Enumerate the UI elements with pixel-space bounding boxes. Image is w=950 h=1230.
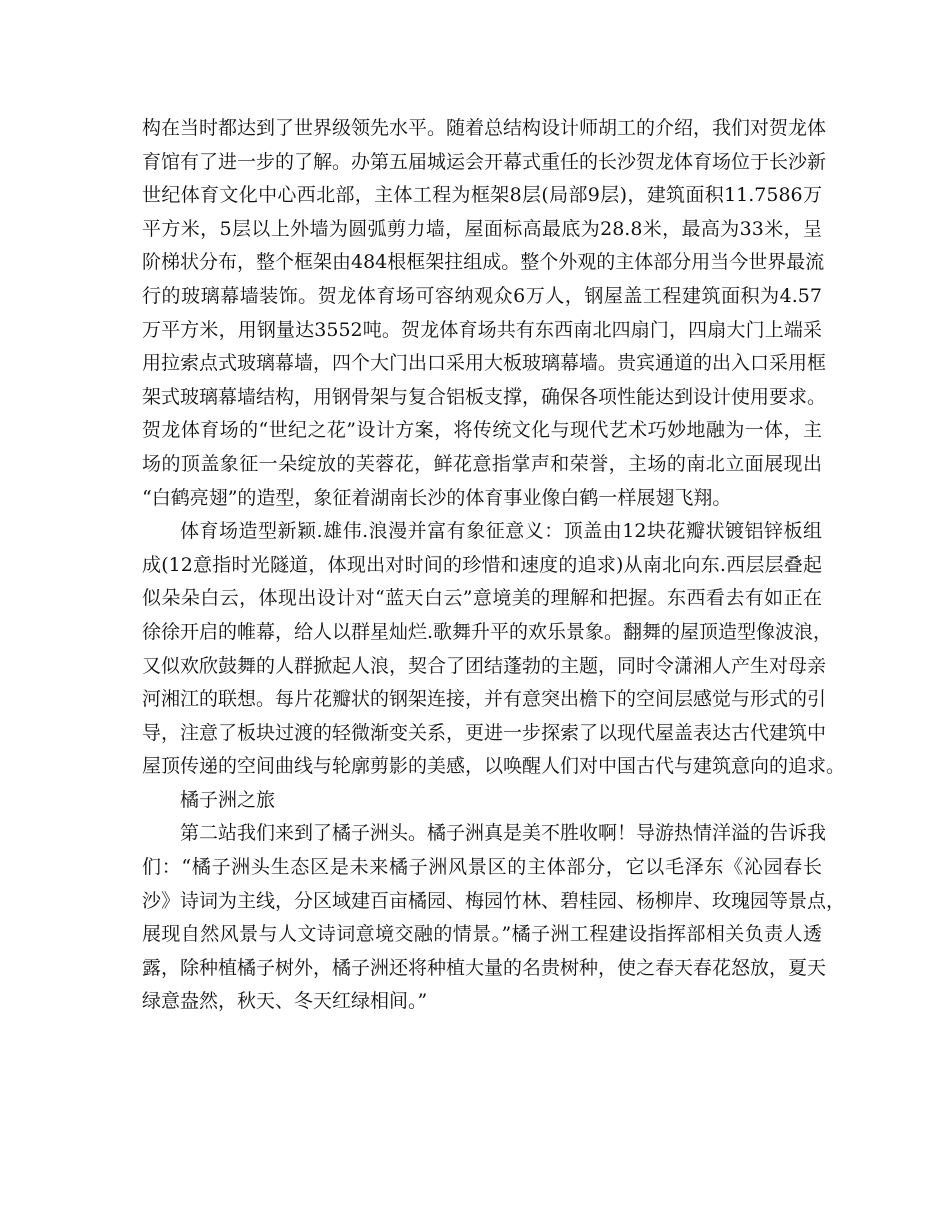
text-line: 展现自然风景与人文诗词意境交融的情景。”橘子洲工程建设指挥部相关负责人透 — [142, 923, 822, 946]
text-line: 平方米，5层以上外墙为圆弧剪力墙，屋面标高最底为28.8米，最高为33米，呈 — [142, 217, 822, 240]
text-line: 用拉索点式玻璃幕墙，四个大门出口采用大板玻璃幕墙。贵宾通道的出入口采用框 — [142, 352, 827, 375]
text-line: 世纪体育文化中心西北部，主体工程为框架8层(局部9层)，建筑面积11.7586万 — [142, 184, 822, 207]
text-line: 构在当时都达到了世界级领先水平。随着总结构设计师胡工的介绍，我们对贺龙体 — [142, 117, 827, 139]
text-line: 行的玻璃幕墙装饰。贺龙体育场可容纳观众6万人，钢屋盖工程建筑面积为4.57 — [142, 284, 822, 307]
text-line: 万平方米，用钢量达3552吨。贺龙体育场共有东西南北四扇门，四扇大门上端采 — [142, 318, 822, 341]
text-line: 体育场造型新颖.雄伟.浪漫并富有象征意义：顶盖由12块花瓣状镀铝锌板组 — [180, 520, 822, 543]
text-line: 沙》诗词为主线，分区域建百亩橘园、梅园竹林、碧桂园、杨柳岸、玫瑰园等景点， — [142, 889, 846, 912]
text-line: 似朵朵白云，体现出设计对“蓝天白云”意境美的理解和把握。东西看去有如正在 — [142, 587, 822, 610]
text-line: 屋顶传递的空间曲线与轮廓剪影的美感，以唤醒人们对中国古代与建筑意向的追求。 — [142, 755, 846, 778]
body-text — [142, 112, 846, 1019]
text-line: 贺龙体育场的“世纪之花”设计方案，将传统文化与现代艺术巧妙地融为一体，主 — [142, 419, 822, 442]
text-line: 阶梯状分布，整个框架由484根框架拄组成。整个外观的主体部分用当今世界最流 — [142, 251, 825, 274]
text-line: 成(12意指时光隧道，体现出对时间的珍惜和速度的追求)从南北向东.西层层叠起 — [142, 553, 822, 576]
text-line: “白鹤亮翅”的造型，象征着湖南长沙的体育事业像白鹤一样展翅飞翔。 — [142, 486, 732, 509]
text-line: 露，除种植橘子树外，橘子洲还将种植大量的名贵树种，使之春天春花怒放，夏天 — [142, 956, 827, 979]
text-line: 导，注意了板块过渡的轻微渐变关系，更进一步探索了以现代屋盖表达古代建筑中 — [142, 721, 827, 744]
text-line: 绿意盎然，秋天、冬天红绿相间。” — [142, 990, 428, 1013]
section-heading: 橘子洲之旅 — [180, 788, 276, 811]
text-line: 育馆有了进一步的了解。办第五届城运会开幕式重任的长沙贺龙体育场位于长沙新 — [142, 150, 827, 173]
text-line: 架式玻璃幕墙结构，用钢骨架与复合铝板支撑，确保各项性能达到设计使用要求。 — [142, 385, 827, 408]
text-line: 徐徐开启的帷幕，给人以群星灿烂.歌舞升平的欢乐景象。翻舞的屋顶造型像波浪， — [142, 620, 833, 643]
text-line: 们：“橘子洲头生态区是未来橘子洲风景区的主体部分，它以毛泽东《沁园春长 — [142, 856, 822, 879]
text-line: 第二站我们来到了橘子洲头。橘子洲真是美不胜收啊！导游热情洋溢的告诉我 — [180, 822, 827, 845]
text-line: 河湘江的联想。每片花瓣状的钢架连接，并有意突出檐下的空间层感觉与形式的引 — [142, 688, 827, 711]
text-line: 又似欢欣鼓舞的人群掀起人浪，契合了团结蓬勃的主题，同时令潇湘人产生对母亲 — [142, 654, 827, 677]
text-line: 场的顶盖象征一朵绽放的芙蓉花，鲜花意指掌声和荣誉，主场的南北立面展现出 — [142, 452, 822, 475]
